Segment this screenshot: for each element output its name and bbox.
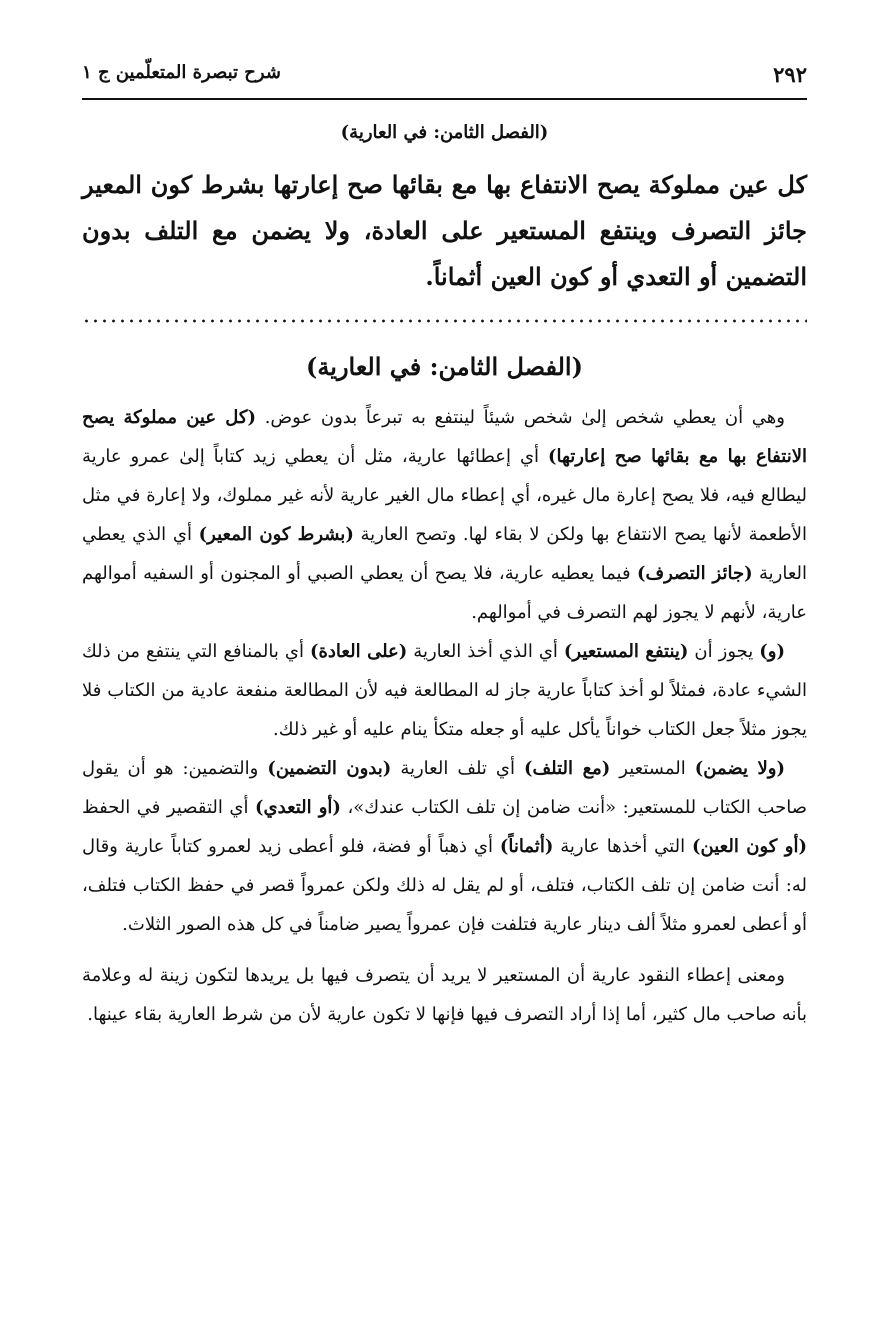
- matn-section-heading: (الفصل الثامن: في العارية): [340, 122, 549, 143]
- bold-matn-quote: (كل عين مملوكة يصح الانتفاع بها مع بقائها صح إعارتها): [82, 407, 807, 467]
- bold-matn-quote: (و): [759, 641, 785, 662]
- page-number: ٢٩٢: [773, 62, 807, 87]
- commentary-text: أي الذي يعطي العارية: [82, 524, 807, 584]
- bold-matn-quote: (بدون التضمين): [267, 758, 392, 779]
- commentary-paragraph-4: [82, 956, 807, 1034]
- commentary-text: أي تلف العارية: [391, 758, 524, 779]
- sharh-section-heading: (الفصل الثامن: في العارية): [306, 352, 583, 381]
- bold-matn-quote: (بشرط كون المعير): [198, 524, 354, 545]
- commentary-text: التي أخذها عارية: [553, 836, 692, 857]
- commentary-text: والتضمين: هو أن يقول صاحب الكتاب للمستعير: «أنت ضامن إن تلف الكتاب عندك»،: [82, 758, 807, 818]
- commentary-paragraph-3: [82, 749, 807, 944]
- bold-matn-quote: (أو التعدي): [255, 797, 341, 818]
- bold-matn-quote: (على العادة): [309, 641, 408, 662]
- bold-matn-quote: (مع التلف): [524, 758, 611, 779]
- commentary-paragraph-2: [82, 632, 807, 749]
- commentary-text: أي ذهباً أو فضة، فلو أعطى زيد لعمرو كتاباً عارية وقال له: أنت ضامن إن تلف الكتاب، فتلف، أو لم يقل له ذلك ولكن عمرواً قصر في حفظ الكتاب فتلف، أو أعطى لعمرو مثلاً ألف دينار عارية فتلفت فإن عمرواً يصير ضامناً في كل هذه الصور الثلاث.: [82, 836, 807, 935]
- commentary-text: أي إعطائها عارية، مثل أن يعطي زيد كتاباً إلىٰ عمرو عارية ليطالع فيه، فلا يصح إعارة مال غيره، أي إعطاء مال الغير عارية لأنه غير مملوك، ولا إعارة في مثل الأطعمة لأنها يصح الانتفاع بها ولكن لا بقاء لها. وتصح العارية: [82, 446, 807, 545]
- bold-matn-quote: (جائز التصرف): [636, 563, 753, 584]
- page-header: [82, 56, 807, 100]
- commentary-body: [82, 398, 807, 1034]
- bold-matn-quote: (أو كون العين): [692, 836, 808, 857]
- bold-matn-quote: (أثماناً): [499, 836, 554, 857]
- bold-matn-quote: (ينتفع المستعير): [563, 641, 689, 662]
- commentary-text: أي الذي أخذ العارية: [407, 641, 564, 662]
- commentary-paragraph-1: [82, 398, 807, 632]
- commentary-text: يجوز أن: [688, 641, 760, 662]
- commentary-text: المستعير: [610, 758, 695, 779]
- matn-text: كل عين مملوكة يصح الانتفاع بها مع بقائها صح إعارتها بشرط كون المعير جائز التصرف وينتفع المستعير على العادة، ولا يضمن مع التلف بدون التضمين أو التعدي أو كون العين أثماناً.: [82, 170, 807, 291]
- commentary-text: أي بالمنافع التي ينتفع من ذلك الشيء عادة، فمثلاً لو أخذ كتاباً عارية جاز له المطالعة فيه لأن المطالعة منفعة عادية من الكتاب فلا يجوز مثلاً جعل الكتاب خواناً يأكل عليه أو جعله متكأ ينام عليه أو غير ذلك.: [82, 641, 807, 740]
- bold-matn-quote: (ولا يضمن): [694, 758, 785, 779]
- dotted-separator: [82, 318, 807, 324]
- commentary-text: وهي أن يعطي شخص إلىٰ شخص شيئاً لينتفع به تبرعاً بدون عوض.: [256, 407, 785, 428]
- commentary-text: ومعنى إعطاء النقود عارية أن المستعير لا يريد أن يتصرف فيها بل يريدها لتكون زينة له وعلامة بأنه صاحب مال كثير، أما إذا أراد التصرف فيها فإنها لا تكون عارية لأن من شرط العارية بقاء عينها.: [82, 965, 807, 1025]
- commentary-text: أي التقصير في الحفظ: [82, 797, 256, 818]
- commentary-text: فيما يعطيه عارية، فلا يصح أن يعطي الصبي أو المجنون أو السفيه أموالهم عارية، لأنهم لا يجوز لهم التصرف في أموالهم.: [82, 563, 807, 623]
- running-title: شرح تبصرة المتعلّمين ج ١: [82, 62, 281, 83]
